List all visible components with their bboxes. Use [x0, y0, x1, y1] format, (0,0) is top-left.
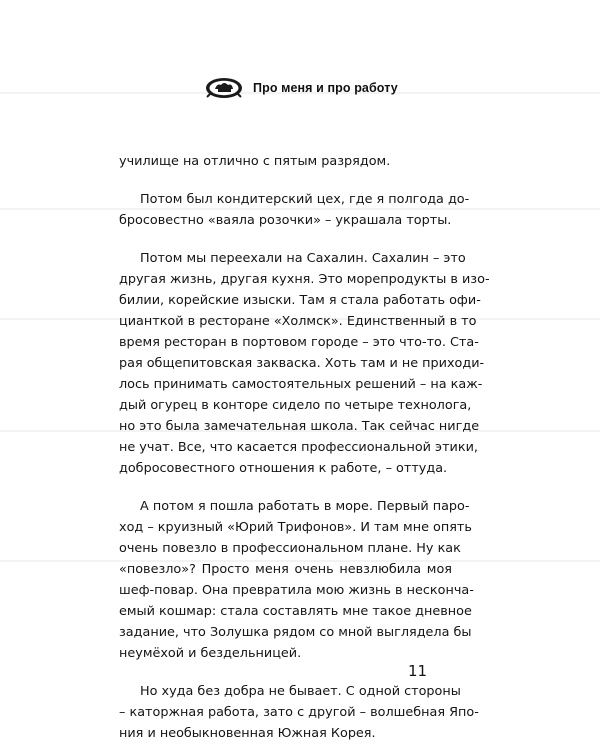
text-line: А потом я пошла работать в море. Первый паро- — [140, 499, 470, 514]
body-text — [119, 151, 490, 750]
text-line: рая общепитовская закваска. Хоть там и не приходи- — [119, 356, 485, 371]
text-line: добросовестного отношения к работе, – оттуда. — [119, 461, 448, 476]
text-line: цианткой в ресторане «Холмск». Единственный в то — [119, 314, 477, 329]
text-line: лось принимать самостоятельных решений – на каж- — [119, 377, 483, 392]
text-line: Потом мы переехали на Сахалин. Сахалин – это — [140, 251, 466, 266]
text-line: ния и необыкновенная Южная Корея. — [119, 726, 376, 741]
text-line: емый кошмар: стала составлять мне такое дневное — [119, 604, 472, 619]
text-line: время ресторан в портовом городе – это что-то. Ста- — [119, 335, 479, 350]
paragraph — [119, 189, 470, 231]
text-line: шеф-повар. Она превратила мою жизнь в несконча- — [119, 583, 474, 598]
paragraph — [119, 151, 452, 172]
text-line: дый огурец в конторе сидело по четыре технолога, — [119, 398, 472, 413]
text-line: задание, что Золушка рядом со мной выглядела бы — [119, 625, 472, 640]
paragraph — [119, 496, 474, 664]
text-line: не учат. Все, что касается профессиональной этики, — [119, 440, 478, 455]
running-header-title: Про меня и про работу — [253, 81, 398, 95]
text-line: Но худа без добра не бывает. С одной стороны — [140, 684, 461, 699]
text-line: училище на отлично с пятым разрядом. — [119, 154, 391, 169]
text-line: очень повезло в профессиональном плане. Ну как — [119, 541, 461, 556]
text-line: бросовестно «ваяла розочки» – украшала торты. — [119, 213, 452, 228]
text-line: – каторжная работа, зато с другой – волшебная Япо- — [119, 705, 479, 720]
text-line: но это была замечательная школа. Так сейчас нигде — [119, 419, 480, 434]
page-number: 11 — [408, 662, 428, 680]
text-line: другая жизнь, другая кухня. Это морепродукты в изо- — [119, 272, 490, 287]
text-line: билии, корейские изыски. Там я стала работать офи- — [119, 293, 481, 308]
text-line: Потом был кондитерский цех, где я полгода до- — [140, 192, 470, 207]
paragraph — [119, 681, 479, 744]
text-line: «повезло»? Просто меня очень невзлюбила моя — [119, 562, 452, 577]
chef-hat-logo-icon — [205, 77, 243, 99]
paragraph — [119, 248, 490, 479]
text-line: ход – круизный «Юрий Трифонов». И там мне опять — [119, 520, 472, 535]
text-line: неумёхой и бездельницей. — [119, 646, 302, 661]
running-header — [205, 76, 398, 100]
